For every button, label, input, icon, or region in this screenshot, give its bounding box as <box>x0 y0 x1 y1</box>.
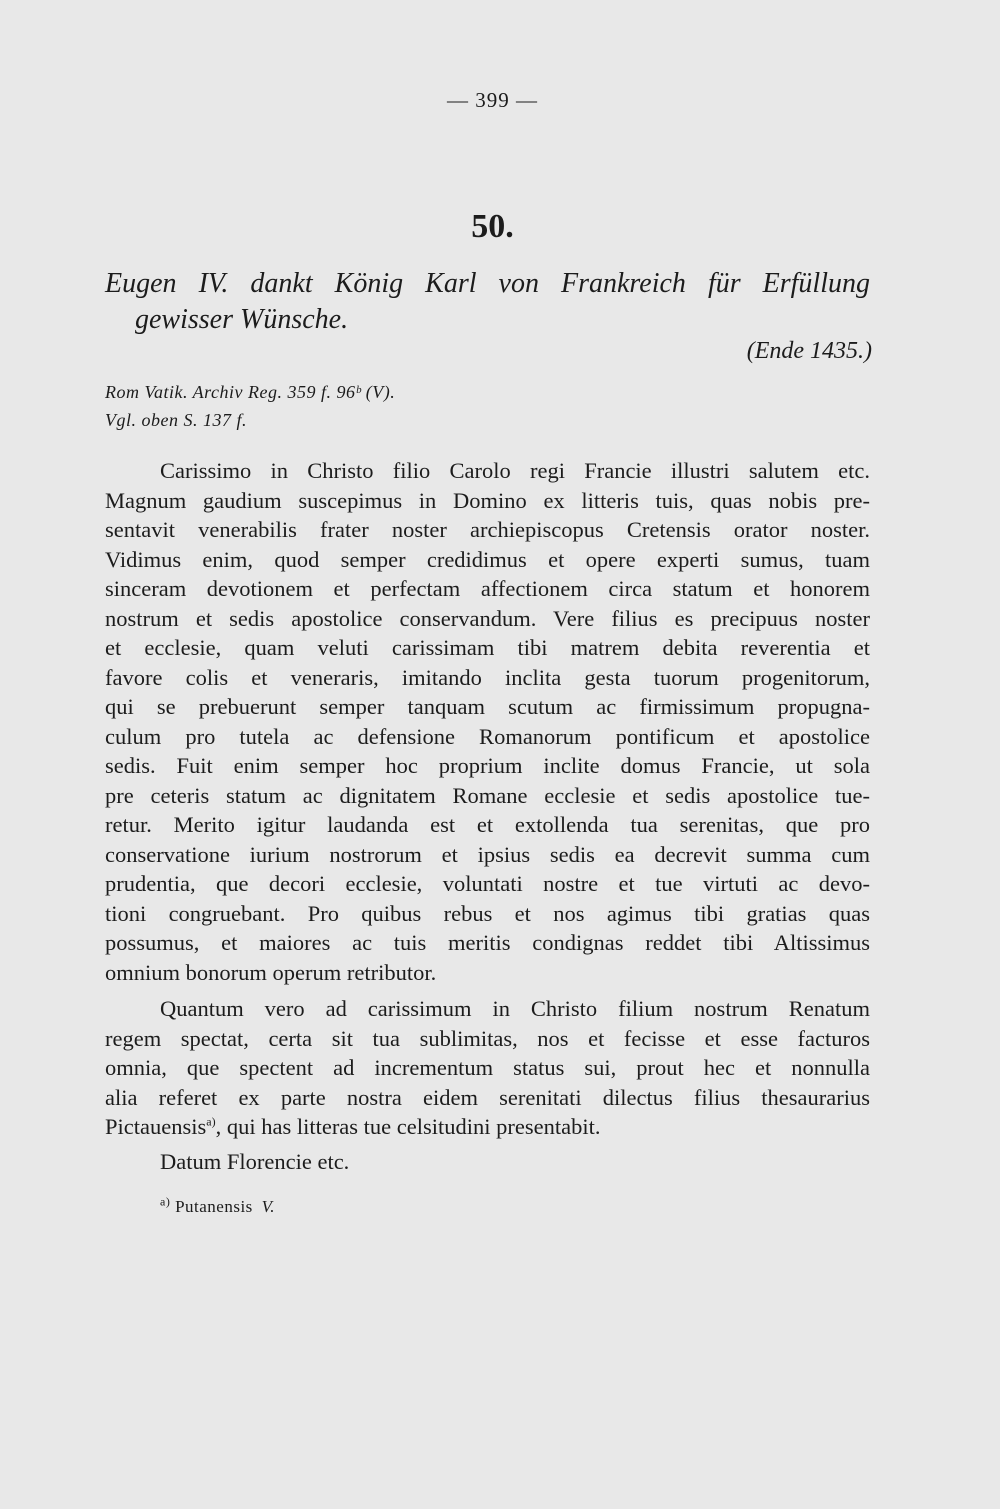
text-line: Quantum vero ad carissimum in Christo filium nostrum Renatum <box>160 996 870 1021</box>
text-line: favore colis et veneraris, imitando inclita gesta tuorum progenitorum, <box>105 664 870 690</box>
text-line: possumus, et maiores ac tuis meritis condignas reddet tibi Altissimus <box>105 930 870 955</box>
text-line: pre ceteris statum ac dignitatem Romane ecclesie et sedis apostolice tue- <box>105 782 870 808</box>
text-line: alia referet ex parte nostra eidem serenitati dilectus filius thesaurarius <box>105 1084 870 1110</box>
footnoted-word: Pictauensis <box>105 1114 207 1139</box>
closing-formula: Datum Florencie etc. <box>160 1149 350 1174</box>
document-title-line-2: gewisser Wünsche. <box>135 304 349 335</box>
cross-reference: Vgl. oben S. 137 f. <box>105 410 247 430</box>
text-line: nostrum et sedis apostolice conservandum. Vere filius es precipuus noster <box>105 605 870 631</box>
text-line: sinceram devotionem et perfectam affectionem circa statum et honorem <box>105 576 870 601</box>
paragraph-1 <box>105 456 870 987</box>
text-line: Vidimus enim, quod semper credidimus et opere experti sumus, tuam <box>105 546 870 572</box>
page-number: — 399 — <box>447 88 538 112</box>
text-line: sedis. Fuit enim semper hoc proprium inclite domus Francie, ut sola <box>105 753 870 778</box>
text-line: Magnum gaudium suscepimus in Domino ex litteris tuis, quas nobis pre- <box>105 487 870 513</box>
footnote-text: Putanensis <box>175 1197 253 1216</box>
text-line: retur. Merito igitur laudanda est et extollenda tua serenitas, que pro <box>105 812 870 837</box>
footnote-source: V. <box>261 1197 276 1216</box>
source-reference: Rom Vatik. Archiv Reg. 359 f. 96ᵇ (V). <box>105 382 396 402</box>
document-number: 50. <box>471 208 514 245</box>
text-line: qui se prebuerunt semper tanquam scutum ac firmissimum propugna- <box>105 694 870 719</box>
document-date: (Ende 1435.) <box>746 338 872 364</box>
text-line: culum pro tutela ac defensione Romanorum pontificum et apostolice <box>105 723 870 749</box>
text-line: conservatione iurium nostrorum et ipsius sedis ea decrevit summa cum <box>105 841 870 867</box>
text-line: sentavit venerabilis frater noster archiepiscopus Cretensis orator noster. <box>105 517 870 542</box>
text-line: omnia, que spectent ad incrementum status sui, prout hec et nonnulla <box>105 1055 870 1080</box>
text-line: omnium bonorum operum retributor. <box>105 959 437 985</box>
text-line-with-footnote <box>105 1112 870 1142</box>
text-line: prudentia, que decori ecclesie, voluntati nostre et tue virtuti ac devo- <box>105 871 870 896</box>
footnote-reference-mark: a) <box>206 1114 216 1129</box>
text-line: et ecclesie, quam veluti carissimam tibi matrem debita reverentia et <box>105 635 870 660</box>
document-title-line-1: Eugen IV. dankt König Karl von Frankreich für Erfüllung <box>105 268 870 299</box>
paragraph-2 <box>105 994 870 1142</box>
text-line: tioni congruebant. Pro quibus rebus et nos agimus tibi gratias quas <box>105 900 870 926</box>
text-line: regem spectat, certa sit tua sublimitas, nos et fecisse et esse facturos <box>105 1025 870 1051</box>
text-line: Carissimo in Christo filio Carolo regi Francie illustri salutem etc. <box>160 458 870 483</box>
footnote <box>160 1194 276 1217</box>
footnote-mark: a) <box>160 1194 171 1209</box>
line-continuation: , qui has litteras tue celsitudini presentabit. <box>215 1114 601 1139</box>
